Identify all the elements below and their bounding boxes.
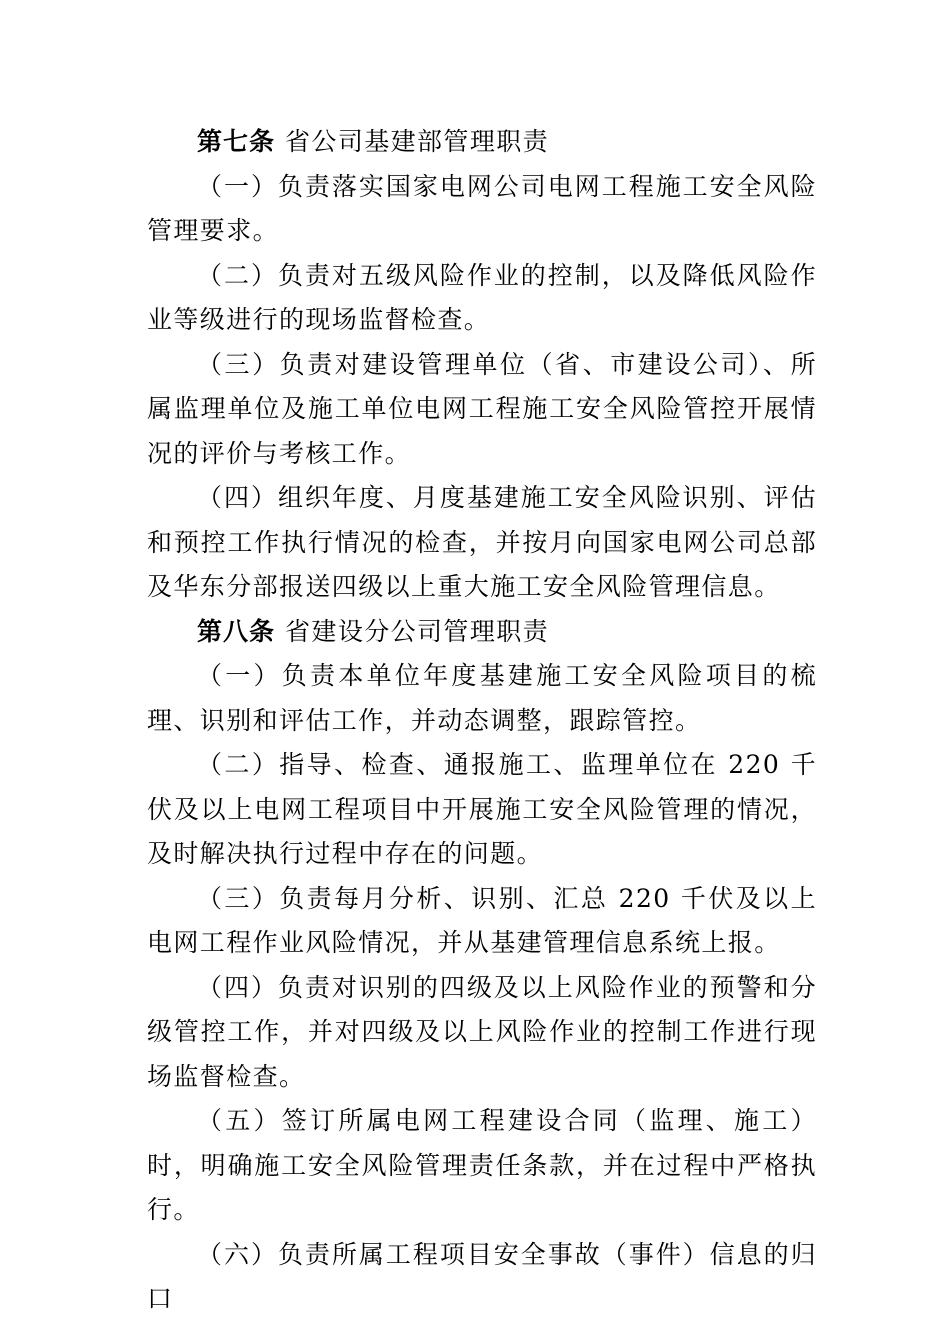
article-8-item-4: （四）负责对识别的四级及以上风险作业的预警和分级管控工作，并对四级及以上风险作业的控制工作进行现场监督检查。 bbox=[147, 972, 817, 1091]
article-8-item-5: （五）签订所属电网工程建设合同（监理、施工）时，明确施工安全风险管理责任条款，并在过程中严格执行。 bbox=[147, 1106, 817, 1224]
article-8-item-1: （一）负责本单位年度基建施工安全风险项目的梳理、识别和评估工作，并动态调整，跟踪管控。 bbox=[147, 661, 817, 735]
article-7-item-4: （四）组织年度、月度基建施工安全风险识别、评估和预控工作执行情况的检查，并按月向国家电网公司总部及华东分部报送四级以上重大施工安全风险管理信息。 bbox=[147, 483, 817, 601]
article-7-item-2: （二）负责对五级风险作业的控制，以及降低风险作业等级进行的现场监督检查。 bbox=[147, 260, 817, 334]
article-8-item-6: （六）负责所属工程项目安全事故（事件）信息的归口 bbox=[147, 1239, 817, 1313]
article-8-item-2: （二）指导、检查、通报施工、监理单位在 220 千伏及以上电网工程项目中开展施工安全风险管理的情况，及时解决执行过程中存在的问题。 bbox=[147, 750, 817, 868]
article-7-item-1: （一）负责落实国家电网公司电网工程施工安全风险管理要求。 bbox=[147, 171, 817, 245]
article-7-heading bbox=[147, 120, 817, 165]
article-8-item-3: （三）负责每月分析、识别、汇总 220 千伏及以上电网工程作业风险情况，并从基建管理信息系统上报。 bbox=[147, 883, 817, 957]
article-8-title: 省建设分公司管理职责 bbox=[285, 616, 550, 646]
document-body bbox=[147, 120, 817, 1322]
article-8-number: 第八条 bbox=[197, 616, 276, 646]
article-7-item-3: （三）负责对建设管理单位（省、市建设公司）、所属监理单位及施工单位电网工程施工安全风险管控开展情况的评价与考核工作。 bbox=[147, 349, 817, 468]
article-8-heading bbox=[147, 610, 817, 655]
article-7-title: 省公司基建部管理职责 bbox=[285, 127, 550, 156]
article-7-number: 第七条 bbox=[197, 127, 276, 156]
